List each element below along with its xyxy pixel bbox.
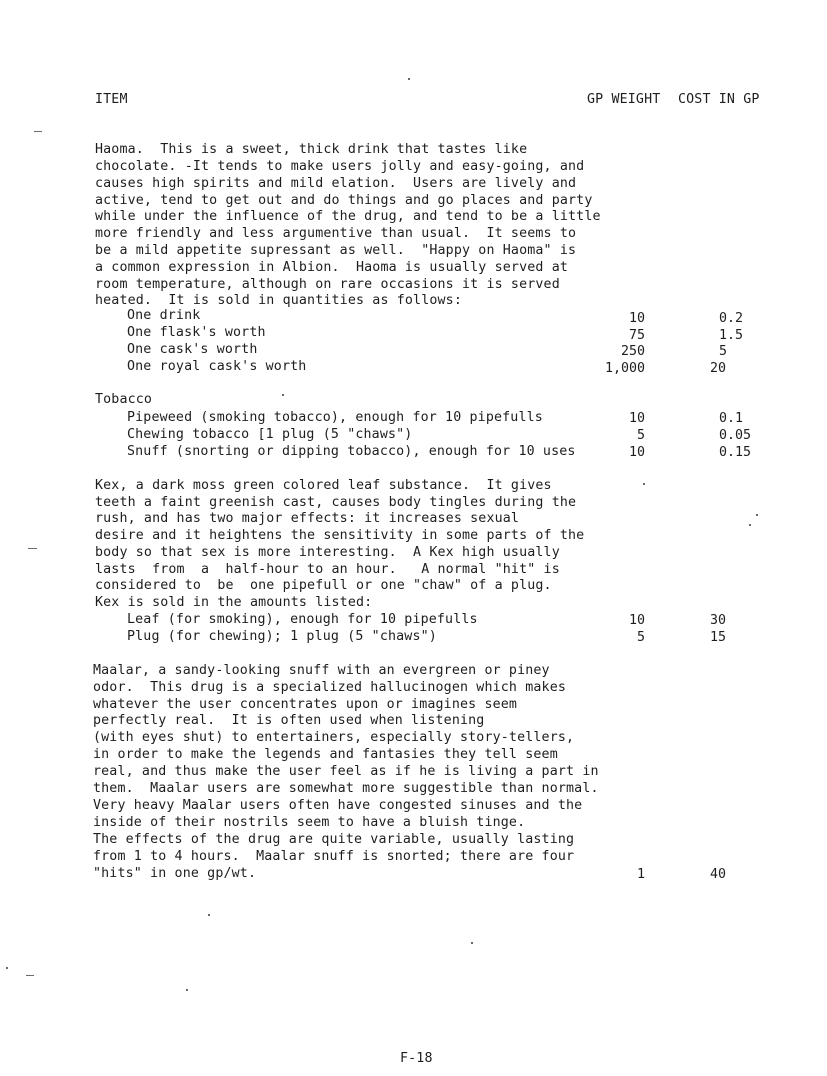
scan-speck	[208, 914, 210, 916]
tobacco-item-weight: 10	[628, 445, 645, 460]
scan-speck	[749, 524, 751, 526]
tobacco-item-name: Chewing tobacco [1 plug (5 "chaws")	[127, 427, 413, 442]
text-line: "hits" in one gp/wt.	[93, 866, 257, 881]
text-line: Kex, a dark moss green colored leaf substance. It gives	[95, 478, 552, 493]
scan-speck	[186, 989, 188, 991]
text-line: perfectly real. It is often used when listening	[93, 713, 485, 728]
text-line: more friendly and less argumentive than usual. It seems to	[95, 226, 577, 241]
text-line: be a mild appetite supressant as well. "Happy on Haoma" is	[95, 243, 577, 258]
text-line: heated. It is sold in quantities as follows:	[95, 293, 462, 308]
item-column-header: ITEM	[95, 92, 128, 107]
text-line: chocolate. -It tends to make users jolly and easy-going, and	[95, 159, 585, 174]
text-line: Kex is sold in the amounts listed:	[95, 595, 373, 610]
text-line: teeth a faint greenish cast, causes body tingles during the	[95, 495, 577, 510]
kex-item-name: Plug (for chewing); 1 plug (5 "chaws")	[127, 629, 437, 644]
text-line: body so that sex is more interesting. A Kex high usually	[95, 545, 560, 560]
haoma-item-name: One flask's worth	[127, 325, 266, 340]
tobacco-item-cost: 0.1	[719, 411, 744, 426]
haoma-item-weight: 1,000	[604, 361, 645, 376]
text-line: The effects of the drug are quite variable, usually lasting	[93, 832, 575, 847]
cost-column-header: COST IN GP	[678, 92, 760, 107]
text-line: room temperature, although on rare occasions it is served	[95, 277, 560, 292]
text-line: Very heavy Maalar users often have congested sinuses and the	[93, 798, 583, 813]
scan-speck	[28, 548, 37, 549]
haoma-item-name: One royal cask's worth	[127, 359, 307, 374]
haoma-item-weight: 10	[628, 311, 645, 326]
text-line: rush, and has two major effects: it increases sexual	[95, 511, 520, 526]
text-line: active, tend to get out and do things and go places and party	[95, 193, 593, 208]
text-line: causes high spirits and mild elation. Users are lively and	[95, 176, 577, 191]
scan-speck	[643, 483, 645, 485]
kex-item-name: Leaf (for smoking), enough for 10 pipefulls	[127, 612, 478, 627]
text-line: considered to be one pipefull or one "chaw" of a plug.	[95, 578, 552, 593]
haoma-item-cost: 0.2	[719, 311, 744, 326]
scan-speck	[34, 131, 42, 132]
kex-item-cost: 15	[710, 630, 727, 645]
text-line: while under the influence of the drug, and tend to be a little	[95, 209, 601, 224]
text-line: lasts from a half-hour to an hour. A normal "hit" is	[95, 562, 560, 577]
tobacco-item-name: Pipeweed (smoking tobacco), enough for 10 pipefulls	[127, 410, 543, 425]
text-line: inside of their nostrils seem to have a bluish tinge.	[93, 815, 526, 830]
scan-speck	[756, 514, 758, 516]
haoma-item-cost: 20	[710, 361, 727, 376]
maalar-cost: 40	[710, 867, 727, 882]
haoma-item-name: One drink	[127, 308, 201, 323]
page-number: F-18	[400, 1051, 433, 1066]
scan-speck	[471, 942, 473, 944]
text-line: from 1 to 4 hours. Maalar snuff is snorted; there are four	[93, 849, 575, 864]
text-line: real, and thus make the user feel as if he is living a part in	[93, 764, 599, 779]
kex-item-weight: 10	[628, 613, 645, 628]
tobacco-item-weight: 5	[636, 428, 645, 443]
haoma-item-weight: 75	[628, 328, 645, 343]
tobacco-item-weight: 10	[628, 411, 645, 426]
text-line: Maalar, a sandy-looking snuff with an evergreen or piney	[93, 663, 550, 678]
scan-speck	[282, 394, 284, 396]
haoma-item-cost: 5	[719, 344, 728, 359]
scan-speck	[6, 967, 8, 969]
gp-weight-column-header: GP WEIGHT	[587, 92, 661, 107]
tobacco-title: Tobacco	[95, 392, 153, 407]
text-line: odor. This drug is a specialized hallucinogen which makes	[93, 680, 567, 695]
scan-speck	[26, 975, 34, 976]
text-line: them. Maalar users are somewhat more suggestible than normal.	[93, 781, 599, 796]
text-line: a common expression in Albion. Haoma is usually served at	[95, 260, 569, 275]
scan-speck	[408, 78, 410, 80]
haoma-item-cost: 1.5	[719, 328, 744, 343]
text-line: in order to make the legends and fantasies they tell seem	[93, 747, 558, 762]
text-line: desire and it heightens the sensitivity in some parts of the	[95, 528, 585, 543]
kex-item-weight: 5	[636, 630, 645, 645]
kex-item-cost: 30	[710, 613, 727, 628]
haoma-item-weight: 250	[620, 344, 645, 359]
text-line: whatever the user concentrates upon or imagines seem	[93, 697, 518, 712]
haoma-item-name: One cask's worth	[127, 342, 258, 357]
tobacco-item-cost: 0.15	[719, 445, 752, 460]
tobacco-item-name: Snuff (snorting or dipping tobacco), enough for 10 uses	[127, 444, 576, 459]
text-line: (with eyes shut) to entertainers, especially story-tellers,	[93, 730, 575, 745]
tobacco-item-cost: 0.05	[719, 428, 752, 443]
text-line: Haoma. This is a sweet, thick drink that tastes like	[95, 142, 528, 157]
maalar-weight: 1	[636, 867, 645, 882]
